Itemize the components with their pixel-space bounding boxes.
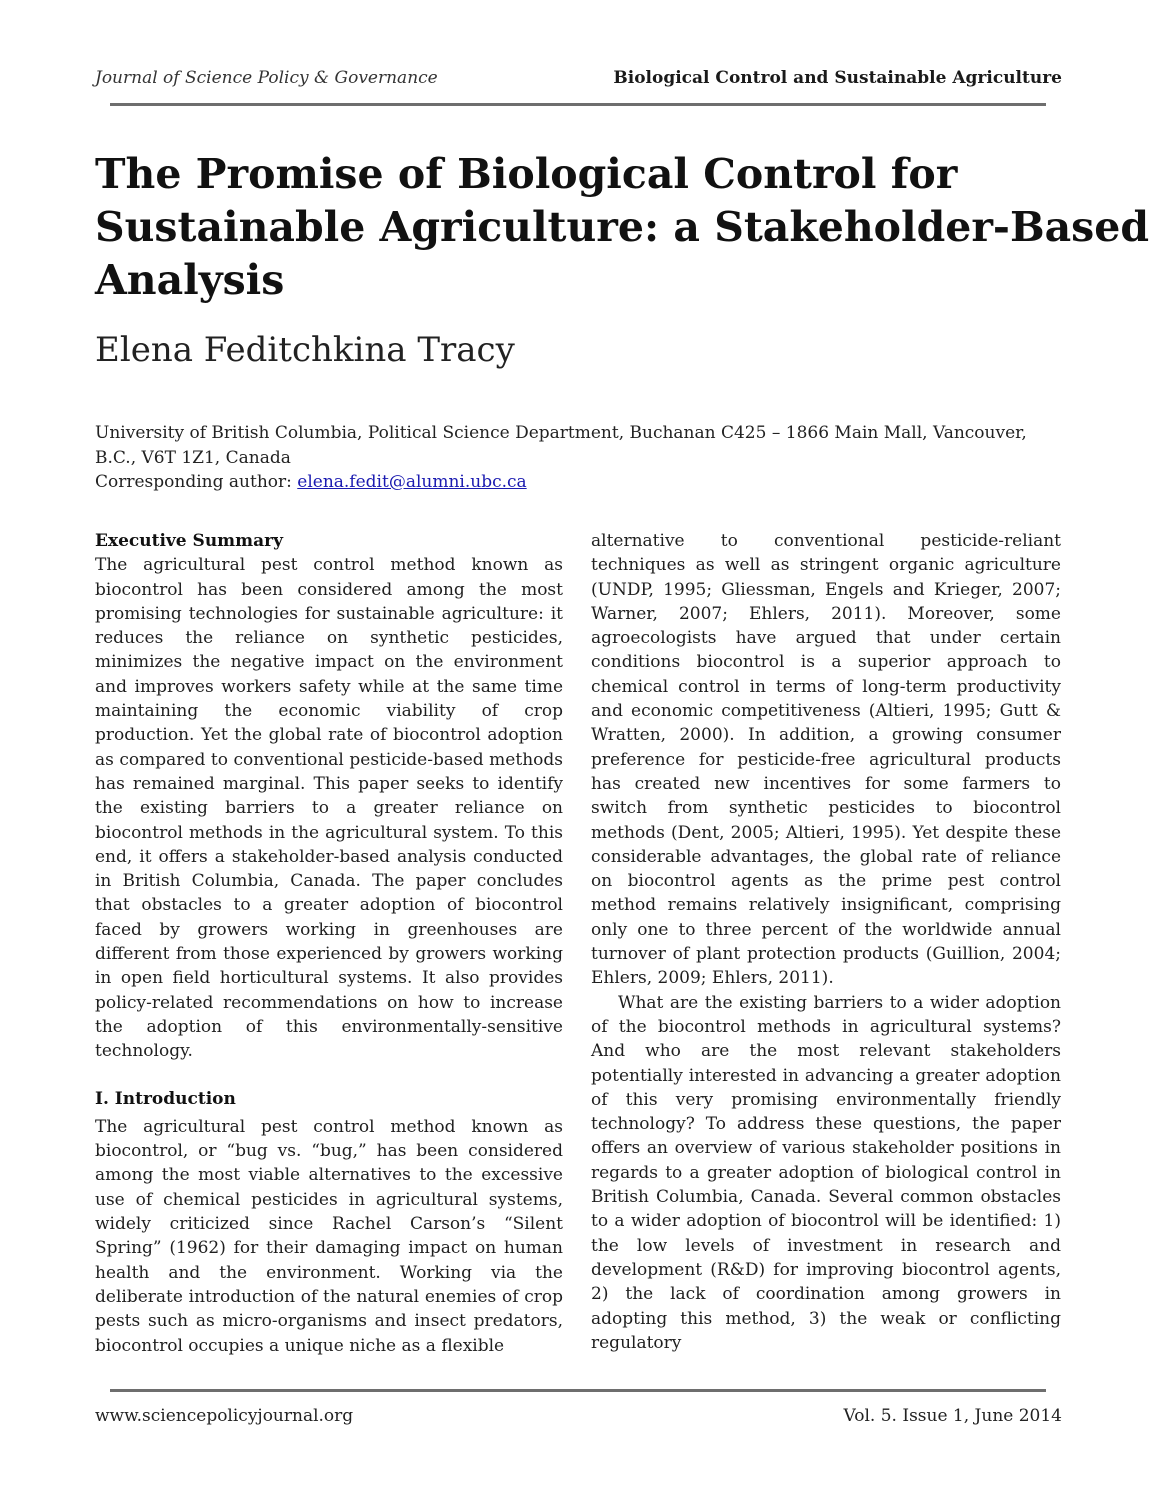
introduction-heading: I. Introduction <box>95 1088 236 1109</box>
header-divider <box>110 103 1046 106</box>
author-name: Elena Feditchkina Tracy <box>95 330 515 370</box>
executive-summary-heading: Executive Summary <box>95 531 284 551</box>
title-line: Analysis <box>95 256 285 304</box>
introduction-paragraph-1-start: The agricultural pest control method known as biocontrol, or “bug vs. “bug,” has been considered among the most viable alternatives to the excessive use of chemical pesticides in agricultural systems, widely criticized since Rachel Carson’s “Silent Spring” (1962) for their damaging impact on human health and the environment. Working via the deliberate introduction of the natural enemies of crop pests such as micro-organisms and insect predators, biocontrol occupies a unique niche as a flexible <box>95 1116 563 1356</box>
affiliation-line: University of British Columbia, Political Science Department, Buchanan C425 – 1866 Main Mall, Vancouver, <box>95 423 1027 443</box>
executive-summary-text: The agricultural pest control method known as biocontrol has been considered among the most promising technologies for sustainable agriculture: it reduces the reliance on synthetic pesticides, minimizes the negative impact on the environment and improves workers safety while at the same time maintaining the economic viability of crop production. Yet the global rate of biocontrol adoption as compared to conventional pesticide-based methods has remained marginal. This paper seeks to identify the existing barriers to a greater reliance on biocontrol methods in the agricultural system. To this end, it offers a stakeholder-based analysis conducted in British Columbia, Canada. The paper concludes that obstacles to a greater adoption of biocontrol faced by growers working in greenhouses are different from those experienced by growers working in open field horticultural systems. It also provides policy-related recommendations on how to increase the adoption of this environmentally-sensitive technology. <box>95 555 563 1062</box>
journal-name: Journal of Science Policy & Governance <box>95 68 438 88</box>
footer-issue: Vol. 5. Issue 1, June 2014 <box>843 1406 1062 1426</box>
introduction-paragraph-1-end: alternative to conventional pesticide-reliant techniques as well as stringent organic agriculture (UNDP, 1995; Gliessman, Engels and Krieger, 2007; Warner, 2007; Ehlers, 2011). Moreover, some agroecologists have argued that under certain conditions biocontrol is a superior approach to chemical control in terms of long-term productivity and economic competitiveness (Altieri, 1995; Gutt & Wratten, 2000). In addition, a growing consumer preference for pesticide-free agricultural products has created new incentives for some farmers to switch from synthetic pesticides to biocontrol methods (Dent, 2005; Altieri, 1995). Yet despite these considerable advantages, the global rate of reliance on biocontrol agents as the prime pest control method remains relatively insignificant, comprising only one to three percent of the worldwide annual turnover of plant protection products (Guillion, 2004; Ehlers, 2009; Ehlers, 2011). <box>591 531 1061 989</box>
author-email-link[interactable]: elena.fedit@alumni.ubc.ca <box>297 472 527 492</box>
corresponding-author <box>95 470 1065 495</box>
footer-divider <box>110 1389 1046 1392</box>
affiliation-line: B.C., V6T 1Z1, Canada <box>95 447 291 468</box>
right-column <box>591 529 1061 1355</box>
corresponding-label: Corresponding author: <box>95 472 298 492</box>
left-column <box>95 529 563 1358</box>
title-line: The Promise of Biological Control for <box>95 150 958 198</box>
title-line: Sustainable Agriculture: a Stakeholder-Based <box>95 203 1150 251</box>
running-head <box>95 68 1062 94</box>
section-spacer <box>95 1064 563 1087</box>
footer-website: www.sciencepolicyjournal.org <box>95 1406 354 1426</box>
section-title: Biological Control and Sustainable Agriculture <box>613 68 1062 88</box>
affiliation-block <box>95 421 1065 495</box>
introduction-paragraph-2: What are the existing barriers to a wider adoption of the biocontrol methods in agricultural systems? And who are the most relevant stakeholders potentially interested in advancing a greater adoption of this very promising environmentally friendly technology? To address these questions, the paper offers an overview of various stakeholder positions in regards to a greater adoption of biological control in British Columbia, Canada. Several common obstacles to a wider adoption of biocontrol will be identified: 1) the low levels of investment in research and development (R&D) for improving biocontrol agents, 2) the lack of coordination among growers in adopting this method, 3) the weak or conflicting regulatory <box>591 992 1061 1353</box>
paper-title <box>95 148 1150 307</box>
